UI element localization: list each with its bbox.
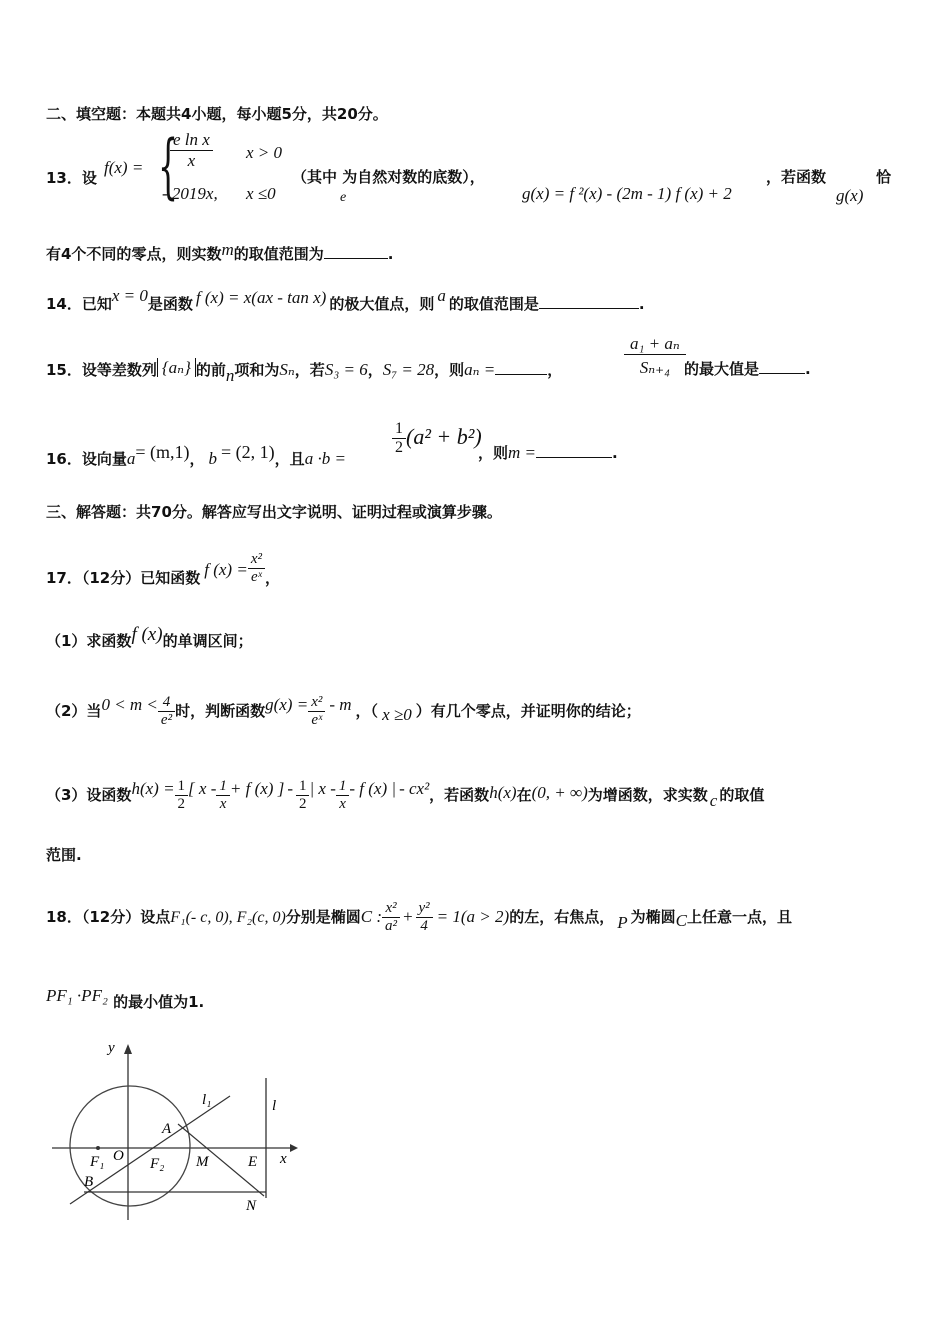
question-16 xyxy=(46,442,346,469)
q13-line2-pre: 有4个不同的零点，则实数 xyxy=(46,245,222,263)
q17-pre: 17．（12分）已知函数 xyxy=(46,569,201,587)
q16-half-num: 1 xyxy=(392,420,406,439)
q17-p3-pre: （3）设函数 xyxy=(46,786,132,804)
figure-label-o: O xyxy=(113,1148,124,1164)
q15-pre: 15．设等差数列 xyxy=(46,361,157,379)
q13-case2: - 2019x, xyxy=(162,184,218,203)
q13-line2-end: . xyxy=(387,245,394,263)
q16-comma1: ， xyxy=(189,450,205,468)
q17-part1 xyxy=(46,624,253,651)
q17-p2-cond: 0 < m < xyxy=(101,695,158,714)
q14-pre: 14．已知 xyxy=(46,295,112,313)
q13-note: （其中 为自然对数的底数）， xyxy=(292,168,485,186)
q15-frac-den: Sₙ₊₄ xyxy=(639,358,671,377)
q17-p3-frac1-num: 1 xyxy=(216,778,230,796)
q18-line2-post: 的最小值为1. xyxy=(113,993,205,1011)
q17-p2-xcond: x ≥0 xyxy=(382,705,412,724)
figure-label-n: N xyxy=(246,1198,257,1214)
q14-end: . xyxy=(638,295,645,313)
q17-p3-frac2 xyxy=(336,778,350,813)
q15-comma1: ， xyxy=(367,361,383,379)
q16-post: ，则 xyxy=(478,444,509,462)
figure-label-y: y xyxy=(108,1040,115,1056)
q18-frac-x xyxy=(382,900,400,935)
q13-answer-blank[interactable] xyxy=(324,244,388,259)
q17-p3-zai: 在 xyxy=(516,786,532,804)
q18-mid: 分别是椭圆 xyxy=(285,908,361,926)
q13-case2-cond: x ≤0 xyxy=(246,184,276,203)
figure-label-x: x xyxy=(280,1151,287,1167)
figure-x-arrow xyxy=(290,1144,298,1152)
q15-frac xyxy=(624,334,686,378)
q18-line2-expr: PF₁ ·PF₂ xyxy=(46,986,108,1005)
q18-plus: + xyxy=(402,907,414,926)
q17-p1-f: f (x) xyxy=(131,624,163,645)
q17-f-num: x² xyxy=(248,551,265,569)
q15-tail xyxy=(684,358,811,379)
q13-note-e: e xyxy=(340,190,347,205)
q17-p2-mid: 时，判断函数 xyxy=(175,702,266,720)
q17-p3-h: h(x) = xyxy=(131,779,175,798)
q17-post: ， xyxy=(264,569,280,587)
q17-f-lhs: f (x) = xyxy=(204,560,248,579)
q13-number: 13．设 xyxy=(46,169,97,187)
q17-p3-end: 的取值 xyxy=(719,786,765,804)
q17-p3-h2: h(x) xyxy=(489,783,517,802)
q16-paren: (a² + b²) xyxy=(406,424,482,449)
question-15 xyxy=(46,358,562,386)
q13-qia: 恰 xyxy=(876,168,892,186)
q16-answer-blank[interactable] xyxy=(536,443,612,458)
q17-p2-gfrac xyxy=(308,694,325,729)
q15-blank-an[interactable] xyxy=(495,360,547,375)
q17-p3-br1: [ x - xyxy=(188,779,217,798)
q15-mid4: ，则 xyxy=(434,361,465,379)
q18-c2: C xyxy=(675,911,687,930)
q16-end: . xyxy=(612,444,618,462)
q16-b-val: = (2, 1) xyxy=(221,442,275,462)
q15-n: n xyxy=(225,366,235,385)
q16-half-den: 2 xyxy=(395,439,403,456)
q18-four: 4 xyxy=(420,918,428,934)
q17-part3 xyxy=(46,778,764,813)
figure-dot-f1 xyxy=(96,1146,100,1150)
figure-label-f1: F₁ xyxy=(90,1154,105,1170)
q18-p: P xyxy=(617,913,628,932)
q16-a-val: = (m,1) xyxy=(135,442,190,462)
q17-p2-pre: （2）当 xyxy=(46,702,102,720)
q14-post: 的极大值点，则 xyxy=(329,295,435,313)
q18-y2: y² xyxy=(416,900,433,918)
q17-p2-gnum: x² xyxy=(308,694,325,712)
figure-label-b: B xyxy=(84,1174,94,1190)
q18-figure xyxy=(40,1030,310,1230)
figure-label-e: E xyxy=(248,1154,258,1170)
q16-vec-b: b xyxy=(208,449,218,468)
q14-cond: x = 0 xyxy=(111,286,148,305)
figure-label-l: l xyxy=(272,1098,277,1114)
q16-pre: 16．设向量 xyxy=(46,450,127,468)
q16-mid: ，且 xyxy=(274,450,305,468)
question-17 xyxy=(46,551,280,588)
q13-case1-num: e ln x xyxy=(170,130,213,151)
q18-x2: x² xyxy=(382,900,400,918)
figure-label-f2: F₂ xyxy=(150,1156,165,1172)
q13-brace: { xyxy=(158,125,179,207)
q17-p3-frac1-den: x xyxy=(219,796,227,812)
q15-s7: S₇ = 28 xyxy=(382,360,435,379)
figure-label-m: M xyxy=(196,1154,209,1170)
q17-p3-frac1 xyxy=(216,778,230,813)
q13-line2 xyxy=(46,240,393,264)
q17-p3-half2-den: 2 xyxy=(298,796,307,812)
section3-heading: 三、解答题：共70分。解答应写出文字说明、证明过程或演算步骤。 xyxy=(46,503,502,521)
q17-p3-half xyxy=(175,778,189,813)
q17-p3-half2 xyxy=(296,778,310,813)
question-14 xyxy=(46,286,645,314)
q15-comma2: ， xyxy=(547,361,563,379)
q15-mid1: 的前 xyxy=(195,361,226,379)
question-18 xyxy=(46,900,792,935)
q17-p3-post: 为增函数，求实数 xyxy=(587,786,708,804)
q15-post: 的最大值是 xyxy=(684,360,760,378)
q16-vec-a: a xyxy=(126,449,136,468)
q15-seq: {aₙ} xyxy=(157,358,196,377)
q17-p2-gden: eˣ xyxy=(311,712,323,728)
q18-mid3: 为椭圆 xyxy=(630,908,676,926)
q18-line2 xyxy=(46,986,204,1012)
q14-func: f (x) = x(ax - tan x) xyxy=(195,288,327,307)
q18-foci: F₁(- c, 0), F₂(c, 0) xyxy=(170,909,286,926)
q13-f-lhs: f(x) = xyxy=(104,158,144,177)
q15-end: . xyxy=(805,360,811,378)
q14-post2: 的取值范围是 xyxy=(448,295,539,313)
q15-frac-num: a₁ + aₙ xyxy=(624,334,686,355)
q15-an: aₙ = xyxy=(464,360,496,379)
q17-f-den: eˣ xyxy=(250,569,262,585)
q13-var-m: m xyxy=(221,240,234,259)
q17-part2 xyxy=(46,694,641,729)
q17-p3-absb: - f (x) | xyxy=(349,779,397,798)
q14-var-a: a xyxy=(437,286,446,305)
q18-frac-y xyxy=(416,900,433,935)
q18-post: 上任意一点，且 xyxy=(686,908,792,926)
q17-p3-half2-num: 1 xyxy=(296,778,310,796)
q15-blank-max[interactable] xyxy=(759,359,805,374)
q17-p3-minus: - xyxy=(287,779,293,798)
q18-a2: a² xyxy=(385,918,398,934)
q13-g-name: g(x) xyxy=(836,186,864,205)
q14-answer-blank[interactable] xyxy=(539,294,639,309)
figure-y-arrow xyxy=(124,1044,132,1054)
q17-p2-comma: ，（ xyxy=(355,702,379,720)
section2-heading: 二、填空题：本题共4小题，每小题5分，共20分。 xyxy=(46,105,388,123)
q17-p3-frac2-den: x xyxy=(339,796,346,812)
q13-line2-post: 的取值范围为 xyxy=(233,245,324,263)
q17-p2-post: ）有几个零点，并证明你的结论； xyxy=(415,702,641,720)
q15-sn: Sₙ xyxy=(279,360,295,379)
q17-p2-den: e² xyxy=(160,712,173,728)
q17-p3-br1b: + f (x) ] xyxy=(229,779,285,798)
q17-p2-num: 4 xyxy=(158,694,175,712)
q15-mid2: 项和为 xyxy=(234,361,280,379)
q17-p3-interval: (0, + ∞) xyxy=(531,783,588,802)
q13-mid: ，若函数 xyxy=(766,168,827,186)
q17-frac xyxy=(248,551,265,586)
q18-mid2: 的左，右焦点， xyxy=(509,908,615,926)
q16-half xyxy=(392,420,406,457)
q15-s3: S₃ = 6 xyxy=(324,360,368,379)
q13-g-def: g(x) = f ²(x) - (2m - 1) f (x) + 2 xyxy=(522,184,732,203)
figure-label-l1: l₁ xyxy=(202,1092,212,1108)
q13-case1-frac xyxy=(170,130,213,171)
q17-p3-tail: - cx² xyxy=(399,779,430,798)
q17-part3-line2: 范围. xyxy=(46,846,82,864)
q17-p2-g: g(x) = xyxy=(265,695,309,714)
q18-eq: = 1(a > 2) xyxy=(436,907,510,926)
q17-p3-half-den: 2 xyxy=(177,796,186,812)
q17-p3-abs: | x - xyxy=(309,779,336,798)
q14-mid: 是函数 xyxy=(147,295,193,313)
q17-p1-pre: （1）求函数 xyxy=(46,632,132,650)
q15-mid3: ，若 xyxy=(294,361,325,379)
q18-c-label: C : xyxy=(360,907,383,926)
q17-p3-half-num: 1 xyxy=(175,778,189,796)
figure-line-l1 xyxy=(70,1096,230,1204)
q17-p2-frac xyxy=(158,694,175,729)
q18-pre: 18．（12分）设点 xyxy=(46,908,171,926)
q16-tail xyxy=(478,442,618,463)
q17-p2-gend: - m xyxy=(329,695,352,714)
q17-p3-frac2-num: 1 xyxy=(336,778,350,796)
q13-case1-cond: x > 0 xyxy=(246,143,283,162)
q16-dot: a ·b = xyxy=(304,449,346,468)
q17-p1-post: 的单调区间； xyxy=(162,632,253,650)
q13-case1-den: x xyxy=(187,151,196,170)
q17-p3-c: c xyxy=(709,791,718,810)
figure-label-a: A xyxy=(162,1121,172,1137)
q16-m: m = xyxy=(508,443,537,462)
q17-p3-mid: ，若函数 xyxy=(429,786,490,804)
